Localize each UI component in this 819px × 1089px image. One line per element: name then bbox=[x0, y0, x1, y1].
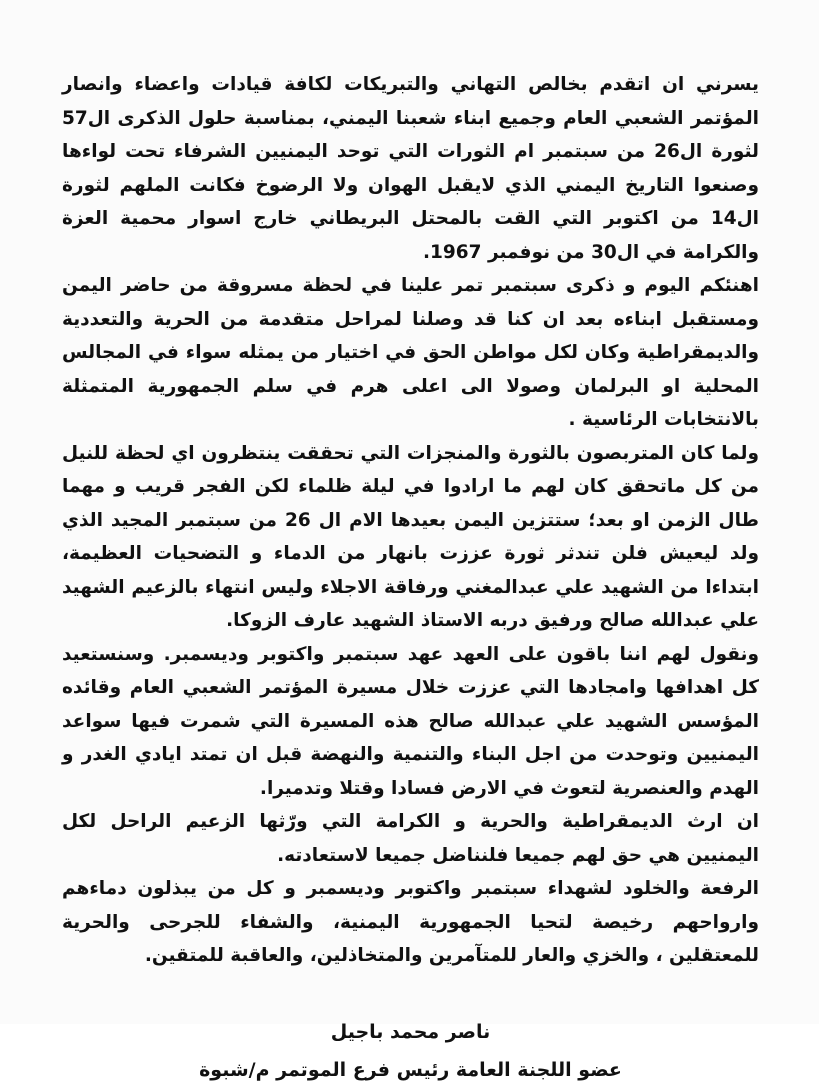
letter-body bbox=[62, 68, 759, 973]
paragraph-congratulations: اهنئكم اليوم و ذكرى سبتمبر تمر علينا في لحظة مسروقة من حاضر اليمن ومستقبل ابناءه بعد ان كنا قد وصلنا لمراحل متقدمة من الحرية والتعددية والديمقراطية وكان لكل مواطن الحق في اختيار من يمثله سواء في المجالس المحلية او البرلمان وصولا الى اعلى هرم في سلم الجمهورية المتمثلة بالانتخابات الرئاسية . bbox=[62, 275, 759, 430]
signatory-name: ناصر محمد باجيل bbox=[330, 1020, 491, 1043]
paragraph-greeting: يسرني ان اتقدم بخالص التهاني والتبريكات لكافة قيادات واعضاء وانصار المؤتمر الشعبي العام وجميع ابناء شعبنا اليمني، بمناسبة حلول الذكرى ال57 لثورة ال26 من سبتمبر ام الثورات التي توحد اليمنيين الشرفاء تحت لواءها وصنعوا التاريخ اليمني الذي لايقبل الهوان ولا الرضوخ فكانت الملهم لثورة ال14 من اكتوبر التي القت بالمحتل البريطاني خارج اسوار محمية العزة والكرامة في ال30 من نوفمبر 1967. bbox=[62, 74, 759, 263]
signatory-title: عضو اللجنة العامة رئيس فرع الموتمر م/شبوة bbox=[199, 1058, 622, 1081]
paragraph-legacy: ان ارث الديمقراطية والحرية و الكرامة التي ورّثها الزعيم الراحل لكل اليمنيين هي حق لهم جميعا فلنناضل جميعا لاستعادته. bbox=[62, 811, 759, 866]
paragraph-closing: الرفعة والخلود لشهداء سبتمبر واكتوبر وديسمبر و كل من يبذلون دماءهم وارواحهم رخيصة لتحيا الجمهورية اليمنية، والشفاء للجرحى والحرية للمعتقلين ، والخزي والعار للمتآمرين والمتخاذلين، والعاقبة للمتقين. bbox=[62, 878, 759, 966]
paragraph-pledge: ونقول لهم اننا باقون على العهد عهد سبتمبر واكتوبر وديسمبر. وسنستعيد كل اهدافها وامجادها التي عززت خلال مسيرة المؤتمر الشعبي العام وقائده المؤسس الشهيد علي عبدالله صالح هذه المسيرة التي شمرت فيها سواعد اليمنيين وتوحدت من اجل البناء والتنمية والنهضة قبل ان تمتد ايادي الغدر و الهدم والعنصرية لتعوث في الارض فسادا وقتلا وتدميرا. bbox=[62, 643, 759, 799]
paragraph-revolution-night: ولما كان المتربصون بالثورة والمنجزات التي تحققت ينتظرون اي لحظة للنيل من كل ماتحقق كان لهم ما ارادوا في ليلة ظلماء لكن الفجر قريب و مهما طال الزمن او بعد؛ ستتزين اليمن بعيدها الام ال 26 من سبتمبر المجيد الذي ولد ليعيش فلن تندثر ثورة عززت بانهار من الدماء و التضحيات العظيمة، ابتداءا من الشهيد علي عبدالمغني ورفاقة الاجلاء وليس انتهاء بالزعيم الشهيد علي عبدالله صالح ورفيق دربه الاستاذ الشهيد عارف الزوكا. bbox=[62, 442, 759, 631]
